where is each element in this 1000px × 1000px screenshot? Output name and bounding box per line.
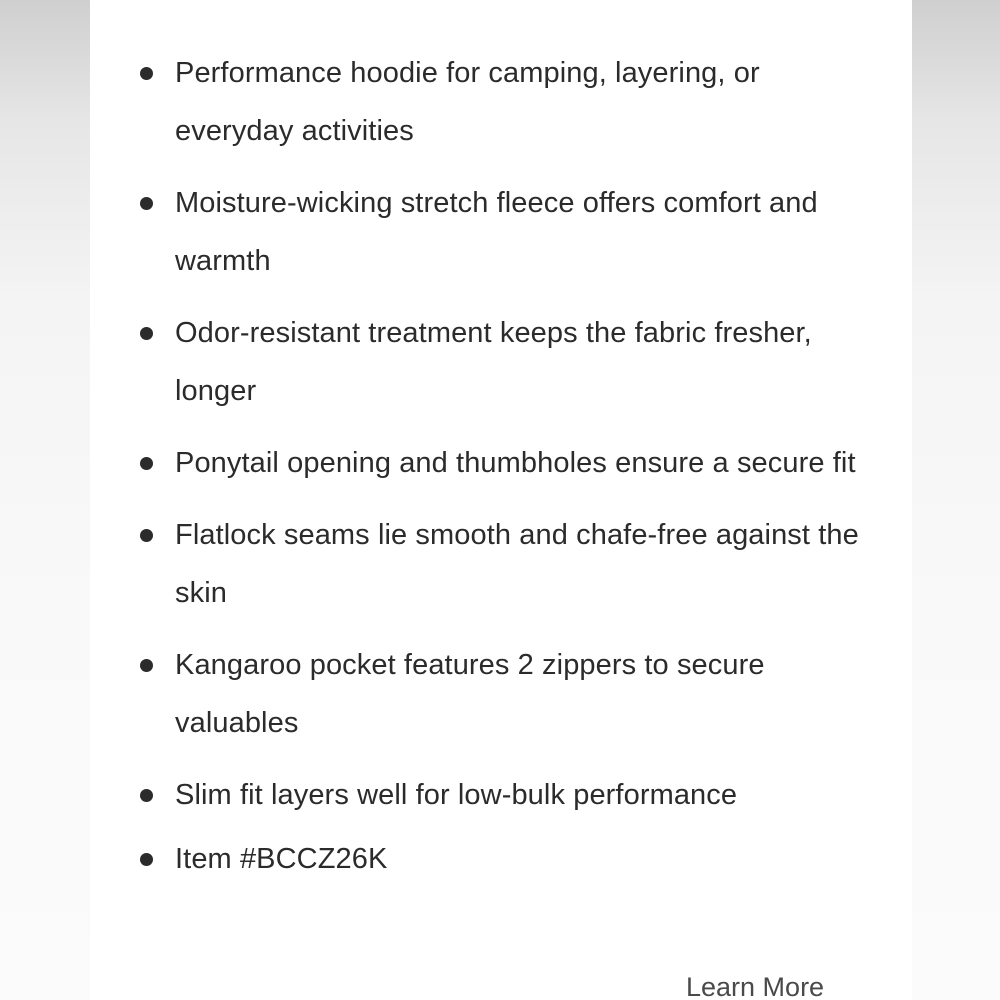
product-details-panel <box>90 0 912 1000</box>
list-item <box>90 174 912 290</box>
bullet-icon <box>140 327 153 340</box>
bullet-icon <box>140 789 153 802</box>
list-item <box>90 766 912 824</box>
feature-text: Slim fit layers well for low-bulk performance <box>175 779 738 811</box>
feature-text: Odor-resistant treatment keeps the fabric fresher, longer <box>175 317 812 407</box>
bullet-icon <box>140 197 153 210</box>
list-item <box>90 636 912 752</box>
list-item <box>90 304 912 420</box>
learn-more-link[interactable]: Learn More <box>686 972 825 1000</box>
list-item <box>90 434 912 492</box>
bullet-icon <box>140 67 153 80</box>
bullet-icon <box>140 529 153 542</box>
feature-text: Kangaroo pocket features 2 zippers to secure valuables <box>175 649 765 739</box>
bullet-icon <box>140 457 153 470</box>
feature-list <box>90 44 912 894</box>
list-item <box>90 44 912 160</box>
feature-text: Flatlock seams lie smooth and chafe-free against the skin <box>175 519 859 609</box>
list-item <box>90 506 912 622</box>
bullet-icon <box>140 659 153 672</box>
bullet-icon <box>140 853 153 866</box>
feature-text: Performance hoodie for camping, layering, or everyday activities <box>175 57 760 147</box>
feature-text: Moisture-wicking stretch fleece offers comfort and warmth <box>175 187 818 277</box>
item-number: Item #BCCZ26K <box>175 843 388 875</box>
feature-text: Ponytail opening and thumbholes ensure a secure fit <box>175 447 856 479</box>
list-item <box>90 830 912 888</box>
